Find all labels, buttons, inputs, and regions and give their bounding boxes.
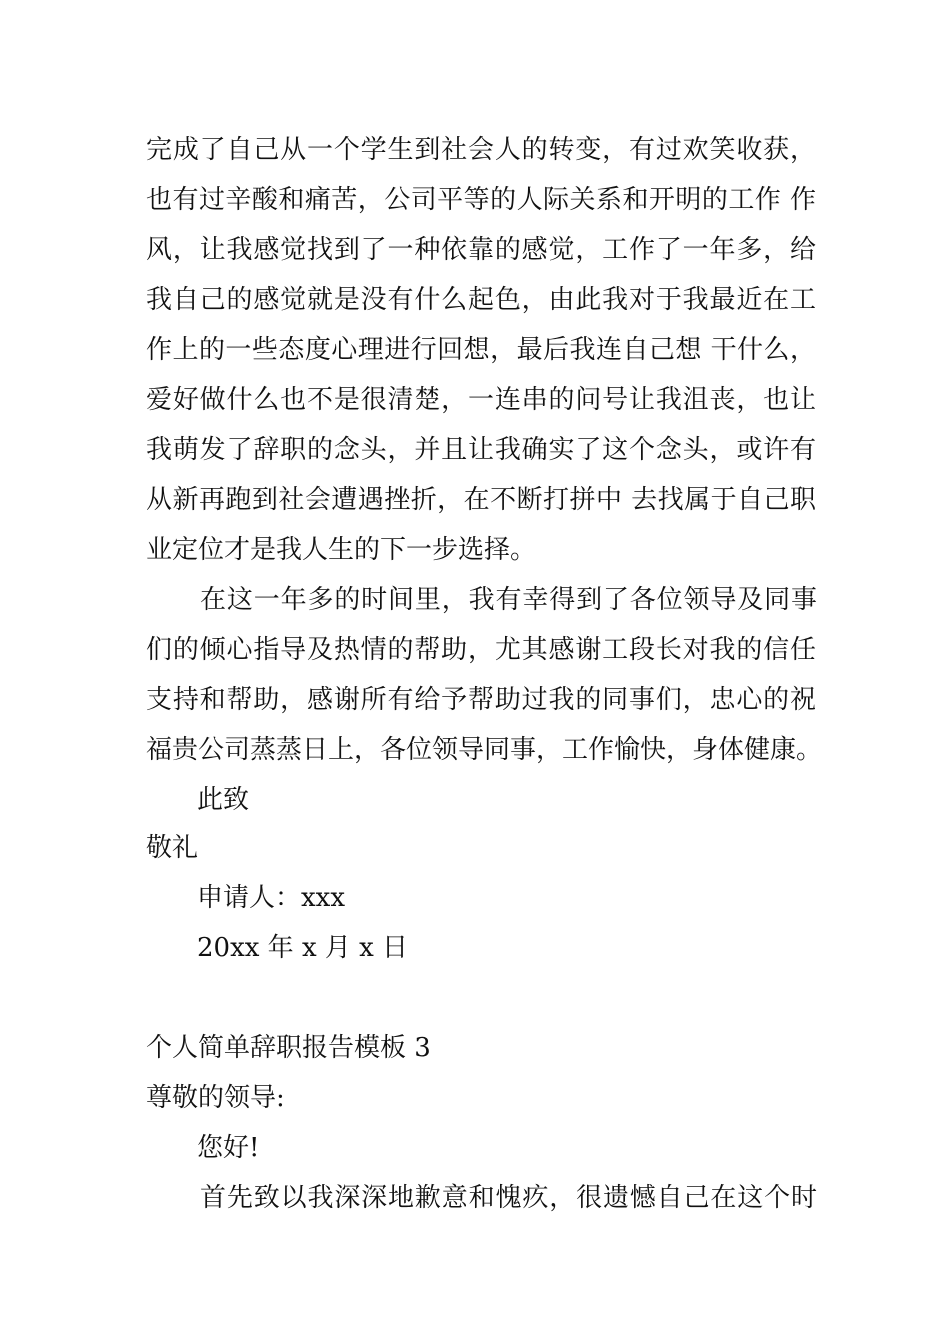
paragraph-line: 我萌发了辞职的念头，并且让我确实了这个念头，或许有 (146, 435, 816, 465)
paragraph-line: 爱好做什么也不是很清楚，一连串的问号让我沮丧，也让 (146, 385, 816, 415)
paragraph-line: 福贵公司蒸蒸日上，各位领导同事，工作愉快，身体健康。 (146, 735, 823, 765)
paragraph-line: 风，让我感觉找到了一种依靠的感觉，工作了一年多，给 (146, 235, 816, 265)
closing-salutation: 此致 (197, 785, 250, 815)
section-title: 个人简单辞职报告模板 3 (146, 1033, 431, 1063)
paragraph-line: 完成了自己从一个学生到社会人的转变，有过欢笑收获， (146, 135, 816, 165)
date-line: 20xx 年 x 月 x 日 (197, 933, 409, 963)
paragraph-line: 作上的一些态度心理进行回想，最后我连自己想 干什么， (146, 335, 816, 365)
letter-salutation: 尊敬的领导: (146, 1083, 285, 1113)
letter-greeting: 您好! (197, 1133, 260, 1163)
paragraph-line: 从新再跑到社会遭遇挫折，在不断打拼中 去找属于自己职 (146, 485, 816, 515)
paragraph-line: 业定位才是我人生的下一步选择。 (146, 535, 537, 565)
paragraph-line: 们的倾心指导及热情的帮助，尤其感谢工段长对我的信任 (146, 635, 816, 665)
paragraph-line: 首先致以我深深地歉意和愧疚，很遗憾自己在这个时 (200, 1183, 817, 1213)
paragraph-line: 支持和帮助，感谢所有给予帮助过我的同事们，忠心的祝 (146, 685, 816, 715)
applicant-line: 申请人：xxx (197, 883, 345, 913)
paragraph-line: 我自己的感觉就是没有什么起色，由此我对于我最近在工 (146, 285, 816, 315)
closing-regards: 敬礼 (146, 833, 199, 863)
paragraph-line: 在这一年多的时间里，我有幸得到了各位领导及同事 (200, 585, 817, 615)
paragraph-line: 也有过辛酸和痛苦，公司平等的人际关系和开明的工作 作 (146, 185, 816, 215)
